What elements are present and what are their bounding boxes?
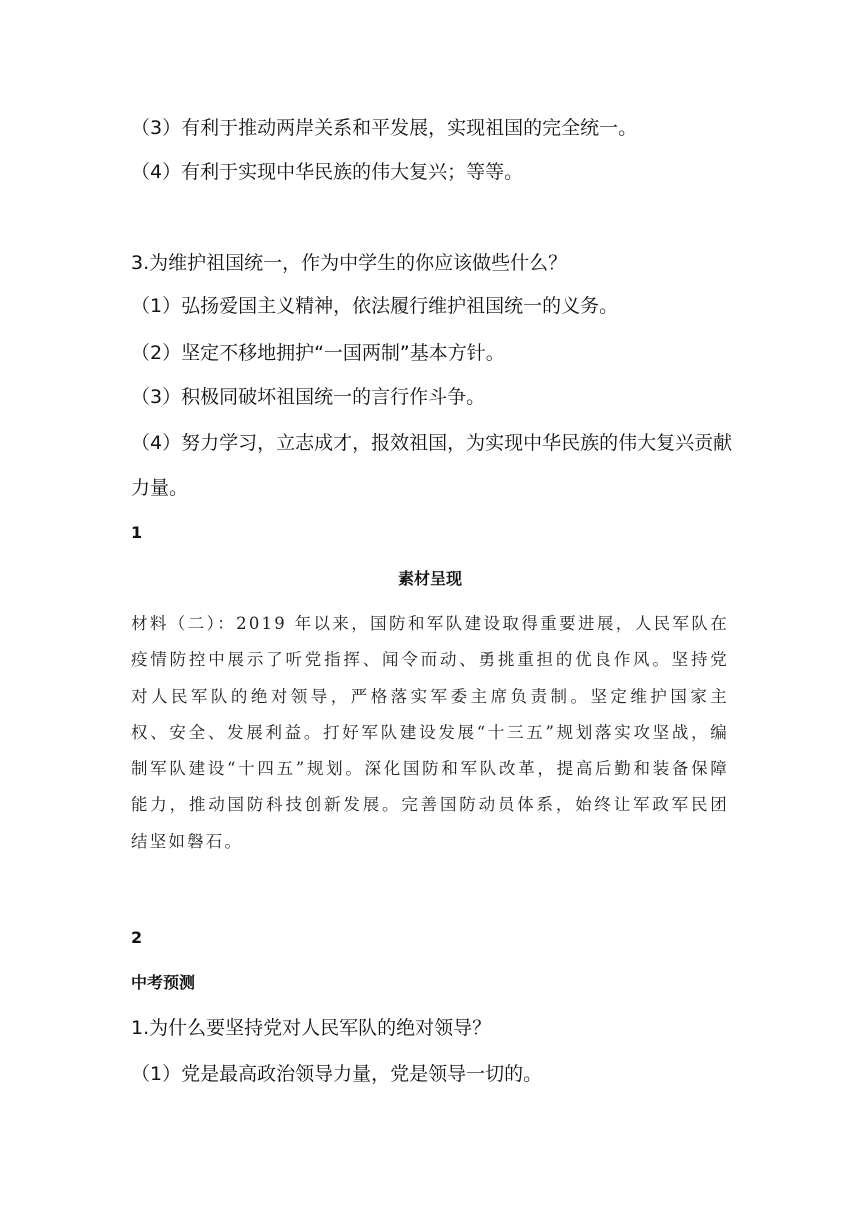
section-title-prediction: 中考预测 (131, 973, 196, 992)
section-title-material: 素材呈现 (397, 569, 462, 588)
material-paragraph: 材料（二）：2019 年以来，国防和军队建设取得重要进展，人民军队在疫情防控中展示了听党指挥、闻令而动、勇挑重担的优良作风。坚持党对人民军队的绝对领导，严格落实军委主席负责制。坚定维护国家主权、安全、发展利益。打好军队建设发展“十三五”规划落实攻坚战，编制军队建设“十四五”规划。深化国防和军队改革，提高后勤和装备保障能力，推动国防科技创新发展。完善国防动员体系，始终让军政军民团结坚如磐石。 (131, 614, 729, 851)
question-3-answer-4-continued: 力量。 (131, 477, 189, 499)
section-number-2: 2 (131, 928, 143, 947)
question-3-answer-4: （4）努力学习，立志成才，报效祖国，为实现中华民族的伟大复兴贡献 (131, 432, 733, 454)
question-3: 3.为维护祖国统一，作为中学生的你应该做些什么？ (131, 252, 568, 274)
answer-item-4: （4）有利于实现中华民族的伟大复兴；等等。 (131, 161, 524, 183)
question-3-answer-1: （1）弘扬爱国主义精神，依法履行维护祖国统一的义务。 (131, 295, 619, 317)
prediction-question-1: 1.为什么要坚持党对人民军队的绝对领导？ (131, 1017, 492, 1039)
question-3-answer-2: （2）坚定不移地拥护“一国两制”基本方针。 (131, 342, 505, 364)
section-number-1: 1 (131, 523, 143, 542)
question-3-answer-3: （3）积极同破坏祖国统一的言行作斗争。 (131, 386, 486, 408)
prediction-answer-1: （1）党是最高政治领导力量，党是领导一切的。 (131, 1063, 543, 1085)
answer-item-3: （3）有利于推动两岸关系和平发展，实现祖国的完全统一。 (131, 117, 638, 139)
